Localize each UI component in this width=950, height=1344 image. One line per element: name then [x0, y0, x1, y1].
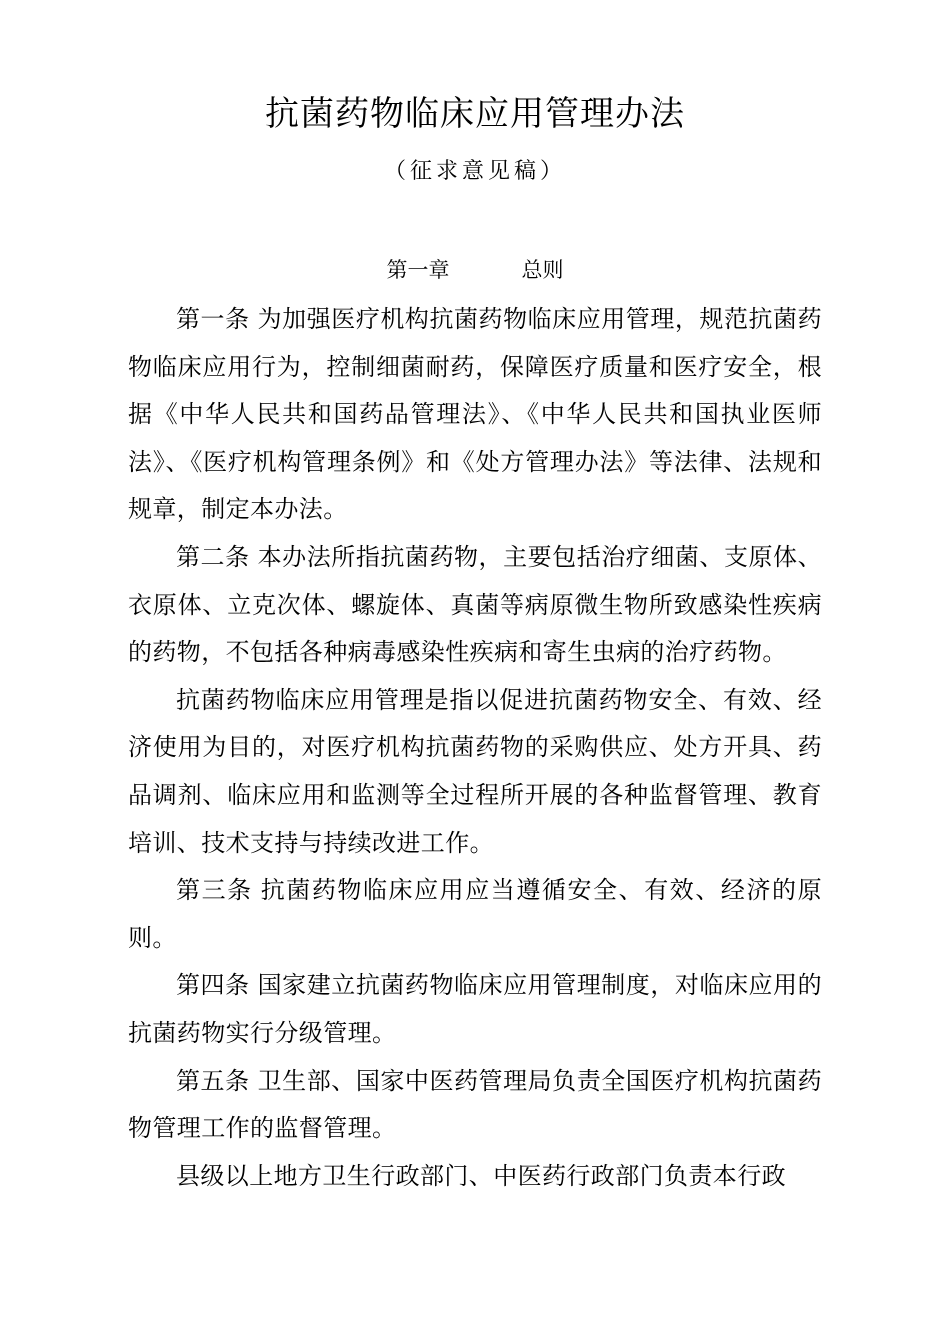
article-1-paragraph	[128, 296, 822, 534]
article-text: 本办法所指抗菌药物，主要包括治疗细菌、支原体、衣原体、立克次体、螺旋体、真菌等病原微生物所致感染性疾病的药物，不包括各种病毒感染性疾病和寄生虫病的治疗药物。	[128, 542, 823, 667]
article-text: 抗菌药物临床应用应当遵循安全、有效、经济的原则。	[128, 876, 822, 952]
article-text: 为加强医疗机构抗菌药物临床应用管理，规范抗菌药物临床应用行为，控制细菌耐药，保障医疗质量和医疗安全，根据《中华人民共和国药品管理法》、《中华人民共和国执业医师法》、《医疗机构管理条例》和《处方管理办法》等法律、法规和规章，制定本办法。	[128, 305, 823, 524]
article-number: 第四条	[176, 971, 250, 1000]
article-5-paragraph	[128, 1058, 822, 1153]
article-number: 第三条	[176, 876, 253, 905]
article-text: 抗菌药物临床应用管理是指以促进抗菌药物安全、有效、经济使用为目的，对医疗机构抗菌药物的采购供应、处方开具、药品调剂、临床应用和监测等全过程所开展的各种监督管理、教育培训、技术支持与持续改进工作。	[128, 685, 822, 857]
chapter-heading	[0, 254, 950, 286]
document-title: 抗菌药物临床应用管理办法	[265, 94, 685, 134]
article-text: 卫生部、国家中医药管理局负责全国医疗机构抗菌药物管理工作的监督管理。	[128, 1066, 823, 1143]
chapter-number: 第一章	[386, 258, 450, 282]
article-number: 第二条	[176, 542, 250, 571]
article-2-paragraph	[128, 534, 822, 677]
document-body	[128, 296, 822, 1200]
article-3-paragraph	[128, 867, 822, 962]
article-text: 国家建立抗菌药物临床应用管理制度，对临床应用的抗菌药物实行分级管理。	[128, 971, 823, 1047]
document-subtitle: （征求意见稿）	[383, 159, 566, 184]
article-text: 县级以上地方卫生行政部门、中医药行政部门负责本行政	[176, 1161, 786, 1190]
article-5-continuation-paragraph	[128, 1153, 822, 1201]
article-2-continuation-paragraph	[128, 677, 822, 867]
article-number: 第五条	[176, 1066, 250, 1095]
article-number: 第一条	[176, 305, 250, 333]
article-4-paragraph	[128, 962, 822, 1057]
chapter-name: 总则	[521, 258, 564, 282]
